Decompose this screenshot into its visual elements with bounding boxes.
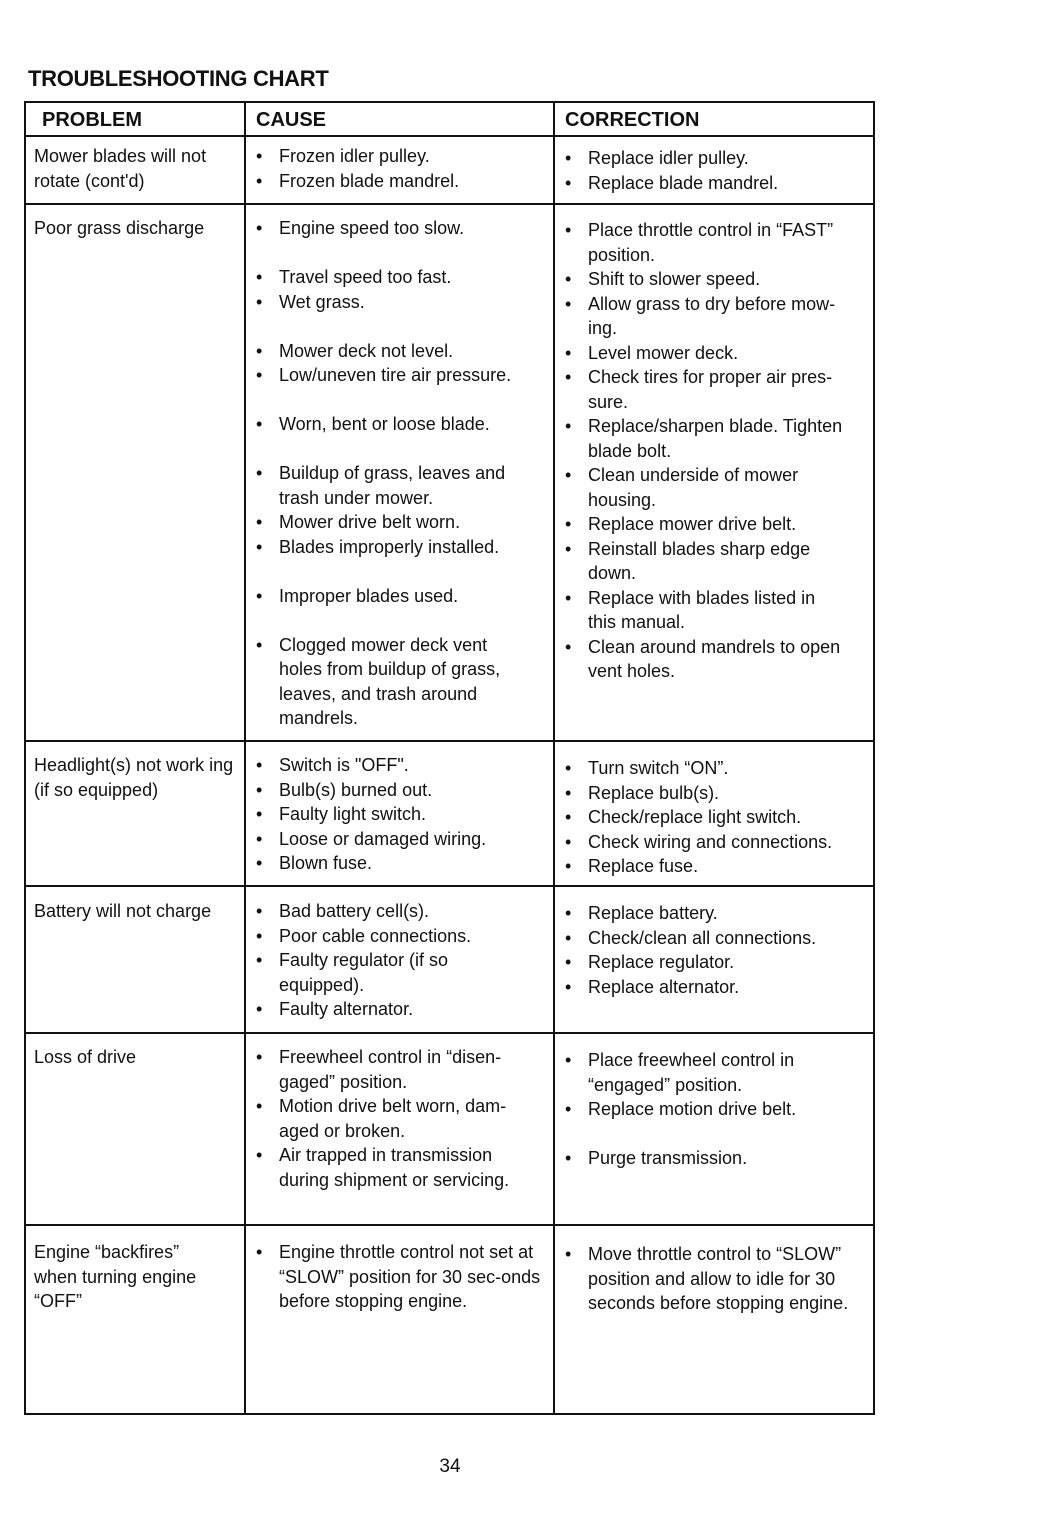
- problem-cell: Poor grass discharge: [34, 218, 205, 238]
- correction-item: • Check/clean all connections.: [565, 926, 870, 951]
- cause-item: • Low/uneven tire air pressure.: [256, 363, 546, 388]
- cause-cell: [256, 899, 546, 1022]
- header-correction: CORRECTION: [565, 109, 700, 131]
- cause-item: • Clogged mower deck vent holes from buildup of grass, leaves, and trash around mandrels.: [256, 633, 514, 731]
- correction-item: • Clean around mandrels to open vent holes.: [565, 635, 873, 684]
- cause-item: • Faulty alternator.: [256, 997, 546, 1022]
- correction-item: • Place throttle control in “FAST” position.: [565, 218, 863, 267]
- cause-item: • Frozen idler pulley.: [256, 144, 546, 169]
- cause-item: • Mower drive belt worn.: [256, 510, 546, 535]
- cause-item: • Engine throttle control not set at “SLOW” position for 30 sec-onds before stopping engine.: [256, 1240, 544, 1314]
- correction-item: • Shift to slower speed.: [565, 267, 870, 292]
- correction-item: • Replace with blades listed in this manual.: [565, 586, 838, 635]
- row-divider: [26, 885, 873, 887]
- correction-item: • Move throttle control to “SLOW” position and allow to idle for 30 seconds before stopping engine.: [565, 1242, 868, 1316]
- cause-item: • Mower deck not level.: [256, 339, 546, 364]
- cause-item: • Air trapped in transmission during shipment or servicing.: [256, 1143, 519, 1192]
- cause-item: • Blades improperly installed.: [256, 535, 546, 560]
- cause-cell: [256, 144, 546, 193]
- correction-cell: [565, 756, 870, 879]
- cause-cell: [256, 753, 546, 876]
- problem-cell: Loss of drive: [34, 1047, 137, 1067]
- correction-item: • Replace/sharpen blade. Tighten blade bolt.: [565, 414, 873, 463]
- cause-cell: [256, 1240, 546, 1314]
- correction-item: • Replace bulb(s).: [565, 781, 870, 806]
- row-divider: [26, 1032, 873, 1034]
- row-divider: [26, 740, 873, 742]
- correction-cell: [565, 146, 870, 195]
- cause-item: • Switch is "OFF".: [256, 753, 546, 778]
- cause-item: • Freewheel control in “disen-gaged” position.: [256, 1045, 529, 1094]
- page-number: 34: [439, 1456, 461, 1477]
- correction-cell: [565, 1048, 870, 1171]
- cause-item: • Buildup of grass, leaves and trash under mower.: [256, 461, 546, 510]
- header-problem: PROBLEM: [42, 109, 142, 131]
- correction-item: • Check/replace light switch.: [565, 805, 870, 830]
- row-divider: [26, 1224, 873, 1226]
- correction-item: • Replace idler pulley.: [565, 146, 870, 171]
- correction-cell: [565, 901, 870, 999]
- problem-cell: Engine “backfires” when turning engine “OFF”: [34, 1242, 197, 1311]
- correction-cell: [565, 218, 870, 684]
- correction-item: • Turn switch “ON”.: [565, 756, 870, 781]
- correction-cell: [565, 1242, 870, 1316]
- cause-cell: [256, 216, 546, 731]
- problem-cell: Headlight(s) not work ing (if so equipped): [34, 755, 234, 800]
- correction-item: • Replace motion drive belt.: [565, 1097, 870, 1122]
- correction-item: • Check tires for proper air pres-sure.: [565, 365, 853, 414]
- cause-item: • Frozen blade mandrel.: [256, 169, 546, 194]
- correction-item: • Level mower deck.: [565, 341, 870, 366]
- cause-item: • Bad battery cell(s).: [256, 899, 546, 924]
- correction-item: • Purge transmission.: [565, 1146, 870, 1171]
- cause-cell: [256, 1045, 546, 1192]
- cause-item: • Motion drive belt worn, dam-aged or broken.: [256, 1094, 529, 1143]
- correction-item: • Check wiring and connections.: [565, 830, 870, 855]
- header-cause: CAUSE: [256, 109, 327, 131]
- correction-item: • Allow grass to dry before mow-ing.: [565, 292, 853, 341]
- page-title: TROUBLESHOOTING CHART: [28, 66, 329, 91]
- cause-item: • Poor cable connections.: [256, 924, 546, 949]
- header-divider: [26, 135, 873, 137]
- column-divider: [244, 103, 246, 1413]
- correction-item: • Replace regulator.: [565, 950, 870, 975]
- correction-item: • Replace fuse.: [565, 854, 870, 879]
- row-divider: [26, 203, 873, 205]
- cause-item: • Improper blades used.: [256, 584, 546, 609]
- cause-item: • Worn, bent or loose blade.: [256, 412, 546, 437]
- cause-item: • Blown fuse.: [256, 851, 546, 876]
- cause-item: • Faulty regulator (if so equipped).: [256, 948, 479, 997]
- cause-item: • Loose or damaged wiring.: [256, 827, 546, 852]
- cause-item: • Travel speed too fast.: [256, 265, 546, 290]
- cause-item: • Wet grass.: [256, 290, 546, 315]
- correction-item: • Place freewheel control in “engaged” position.: [565, 1048, 828, 1097]
- cause-item: • Faulty light switch.: [256, 802, 546, 827]
- column-divider: [553, 103, 555, 1413]
- cause-item: • Engine speed too slow.: [256, 216, 546, 241]
- correction-item: • Reinstall blades sharp edge down.: [565, 537, 843, 586]
- troubleshooting-table: [24, 101, 875, 1415]
- problem-cell: Mower blades will not rotate (cont'd): [34, 146, 207, 191]
- correction-item: • Replace alternator.: [565, 975, 870, 1000]
- correction-item: • Replace mower drive belt.: [565, 512, 870, 537]
- cause-item: • Bulb(s) burned out.: [256, 778, 546, 803]
- correction-item: • Replace battery.: [565, 901, 870, 926]
- problem-cell: Battery will not charge: [34, 901, 212, 921]
- correction-item: • Replace blade mandrel.: [565, 171, 870, 196]
- correction-item: • Clean underside of mower housing.: [565, 463, 828, 512]
